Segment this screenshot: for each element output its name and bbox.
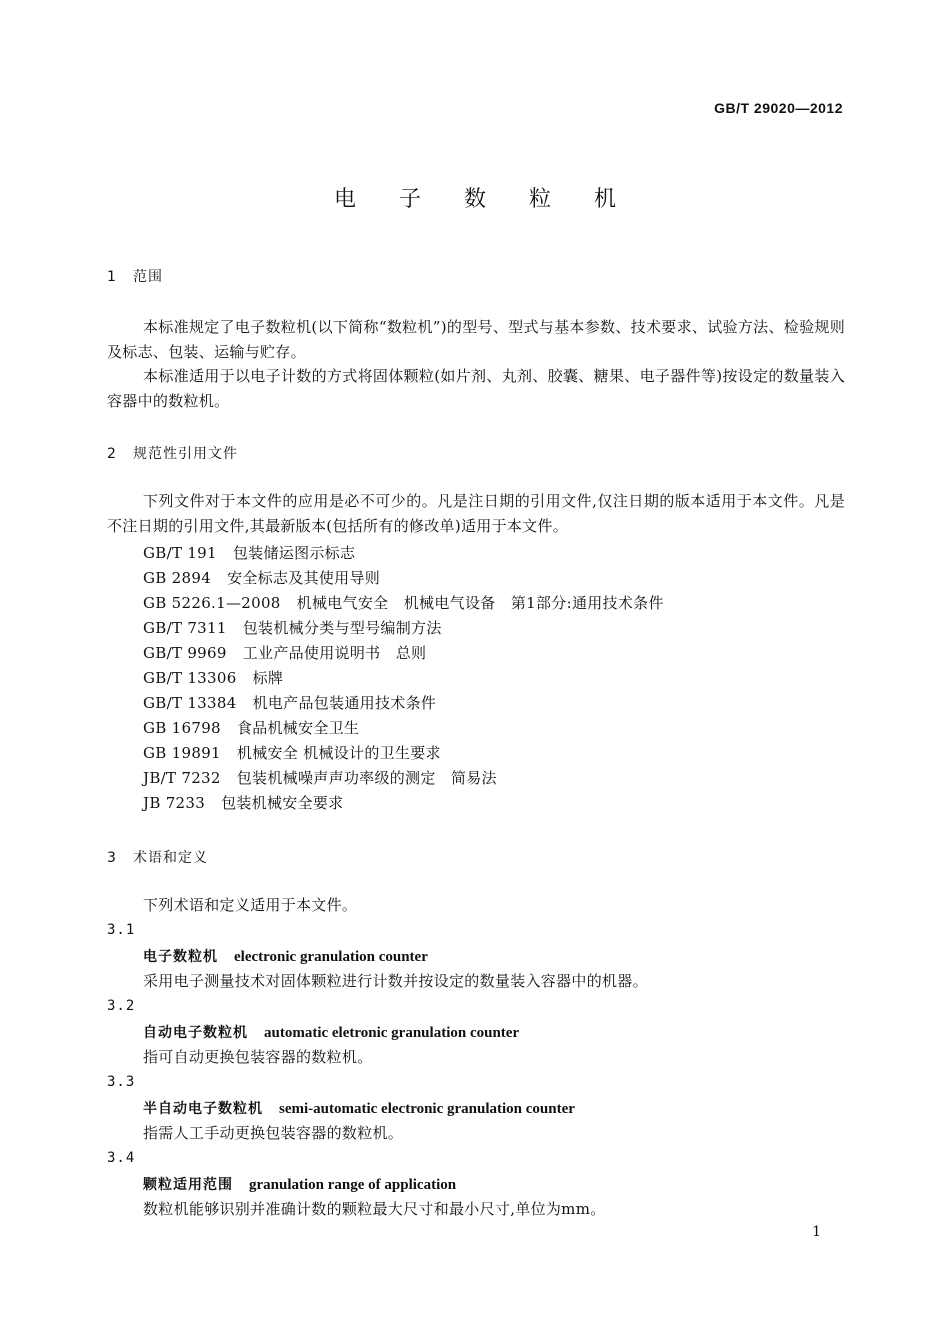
- section-3-heading: [107, 847, 208, 867]
- section-1-heading: [107, 266, 163, 286]
- reference-item: [143, 642, 426, 663]
- term-number: 3.2: [107, 998, 136, 1014]
- term-number: 3.3: [107, 1074, 136, 1090]
- term-number: 3.4: [107, 1150, 136, 1166]
- reference-title: 机械安全 机械设计的卫生要求: [236, 744, 441, 762]
- term-heading: [143, 1174, 456, 1194]
- section-intro: 下列术语和定义适用于本文件。: [143, 896, 358, 914]
- term-number: 3.1: [107, 922, 136, 938]
- section-number: 2: [107, 446, 117, 462]
- section-title: 术语和定义: [133, 850, 208, 866]
- term-heading: [143, 946, 428, 966]
- reference-item: [143, 667, 283, 688]
- reference-item: [143, 692, 436, 713]
- reference-item: [143, 617, 442, 638]
- term-definition: 数粒机能够识别并准确计数的颗粒最大尺寸和最小尺寸,单位为mm。: [143, 1200, 606, 1218]
- paragraph: 本标准规定了电子数粒机(以下简称“数粒机”)的型号、型式与基本参数、技术要求、试验方法、检验规则及标志、包装、运输与贮存。: [107, 318, 845, 361]
- reference-title: 包装机械分类与型号编制方法: [242, 619, 442, 637]
- reference-code: GB/T 13306: [143, 669, 237, 687]
- reference-item: [143, 567, 380, 588]
- reference-code: GB 5226.1—2008: [143, 594, 281, 612]
- reference-title: 标牌: [252, 669, 284, 687]
- paragraph: 下列文件对于本文件的应用是必不可少的。凡是注日期的引用文件,仅注日期的版本适用于本文件。凡是不注日期的引用文件,其最新版本(包括所有的修改单)适用于本文件。: [107, 492, 845, 535]
- reference-item: [143, 767, 497, 788]
- term-en: granulation range of application: [249, 1177, 457, 1193]
- section-title: 规范性引用文件: [133, 446, 238, 462]
- term-zh: 自动电子数粒机: [143, 1025, 248, 1041]
- reference-code: GB/T 191: [143, 544, 217, 562]
- section-number: 1: [107, 269, 117, 285]
- reference-title: 包装机械安全要求: [221, 794, 344, 812]
- reference-code: GB 2894: [143, 569, 212, 587]
- paragraph: 本标准适用于以电子计数的方式将固体颗粒(如片剂、丸剂、胶囊、糖果、电子器件等)按设定的数量装入容器中的数粒机。: [107, 367, 845, 410]
- term-en: electronic granulation counter: [234, 949, 428, 965]
- reference-code: GB/T 7311: [143, 619, 227, 637]
- term-zh: 颗粒适用范围: [143, 1177, 233, 1193]
- term-heading: [143, 1098, 575, 1118]
- section-number: 3: [107, 850, 117, 866]
- term-definition: 采用电子测量技术对固体颗粒进行计数并按设定的数量装入容器中的机器。: [143, 972, 648, 990]
- reference-item: [143, 742, 441, 763]
- term-en: semi-automatic electronic granulation counter: [279, 1101, 575, 1117]
- standard-number: GB/T 29020—2012: [714, 100, 843, 116]
- section-2-heading: [107, 443, 238, 463]
- reference-item: [143, 792, 343, 813]
- term-zh: 电子数粒机: [143, 949, 218, 965]
- reference-code: GB/T 13384: [143, 694, 237, 712]
- term-definition: 指可自动更换包装容器的数粒机。: [143, 1048, 373, 1066]
- reference-code: JB 7233: [143, 794, 206, 812]
- term-definition: 指需人工手动更换包装容器的数粒机。: [143, 1124, 404, 1142]
- reference-code: GB 16798: [143, 719, 221, 737]
- reference-title: 食品机械安全卫生: [236, 719, 360, 737]
- reference-item: [143, 592, 664, 613]
- reference-title: 工业产品使用说明书 总则: [242, 644, 427, 662]
- reference-title: 包装储运图示标志: [232, 544, 356, 562]
- reference-code: GB/T 9969: [143, 644, 227, 662]
- reference-item: [143, 542, 355, 563]
- term-heading: [143, 1022, 519, 1042]
- reference-title: 包装机械噪声声功率级的测定 简易法: [236, 769, 497, 787]
- term-zh: 半自动电子数粒机: [143, 1101, 263, 1117]
- section-title: 范围: [133, 269, 163, 285]
- reference-code: GB 19891: [143, 744, 221, 762]
- reference-title: 机械电气安全 机械电气设备 第1部分:通用技术条件: [296, 594, 664, 612]
- page-number: 1: [812, 1224, 821, 1240]
- reference-title: 安全标志及其使用导则: [227, 569, 381, 587]
- document-title: 电 子 数 粒 机: [334, 187, 634, 212]
- reference-title: 机电产品包装通用技术条件: [252, 694, 437, 712]
- term-en: automatic eletronic granulation counter: [264, 1025, 520, 1041]
- reference-item: [143, 717, 359, 738]
- reference-code: JB/T 7232: [143, 769, 221, 787]
